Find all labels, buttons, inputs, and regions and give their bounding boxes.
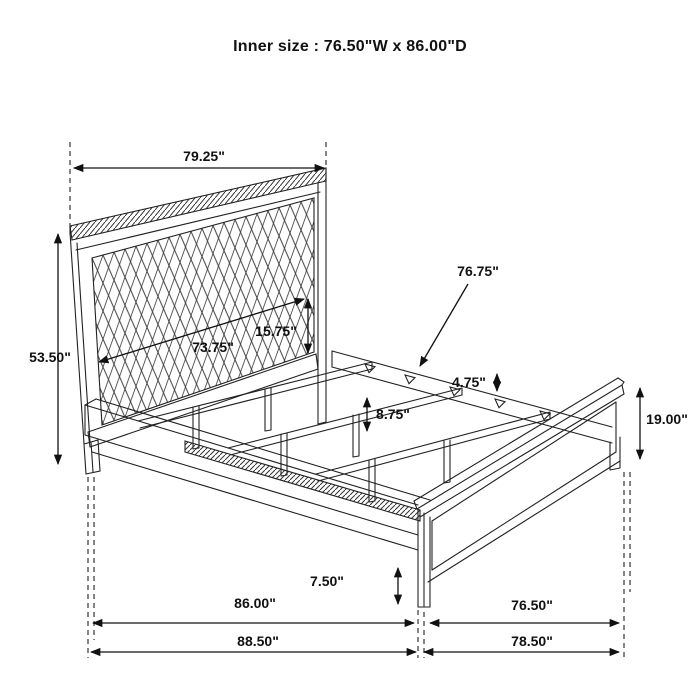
dim-label-headboard-height: 53.50" (29, 349, 71, 365)
dim-label-foot-leg-height: 7.50" (310, 573, 344, 589)
dim-label-headboard-width: 79.25" (183, 148, 225, 164)
dim-label-rail-height: 4.75" (452, 374, 486, 390)
dim-label-overall-width: 78.50" (511, 633, 553, 649)
dim-label-slat-leg-height: 8.75" (376, 406, 410, 422)
bed-structure (70, 168, 624, 607)
diagram-title: Inner size : 76.50"W x 86.00"D (233, 38, 467, 55)
dim-label-overall-depth: 88.50" (237, 633, 279, 649)
dim-label-inner-depth: 86.00" (234, 595, 276, 611)
dim-label-headboard-clearance: 15.75" (255, 323, 297, 339)
dim-label-inner-width: 76.50" (511, 597, 553, 613)
dim-label-footboard-height: 19.00" (646, 411, 688, 427)
dim-label-side-rail-length: 76.75" (457, 263, 499, 279)
dim-label-headboard-inner-width: 73.75" (192, 339, 234, 355)
